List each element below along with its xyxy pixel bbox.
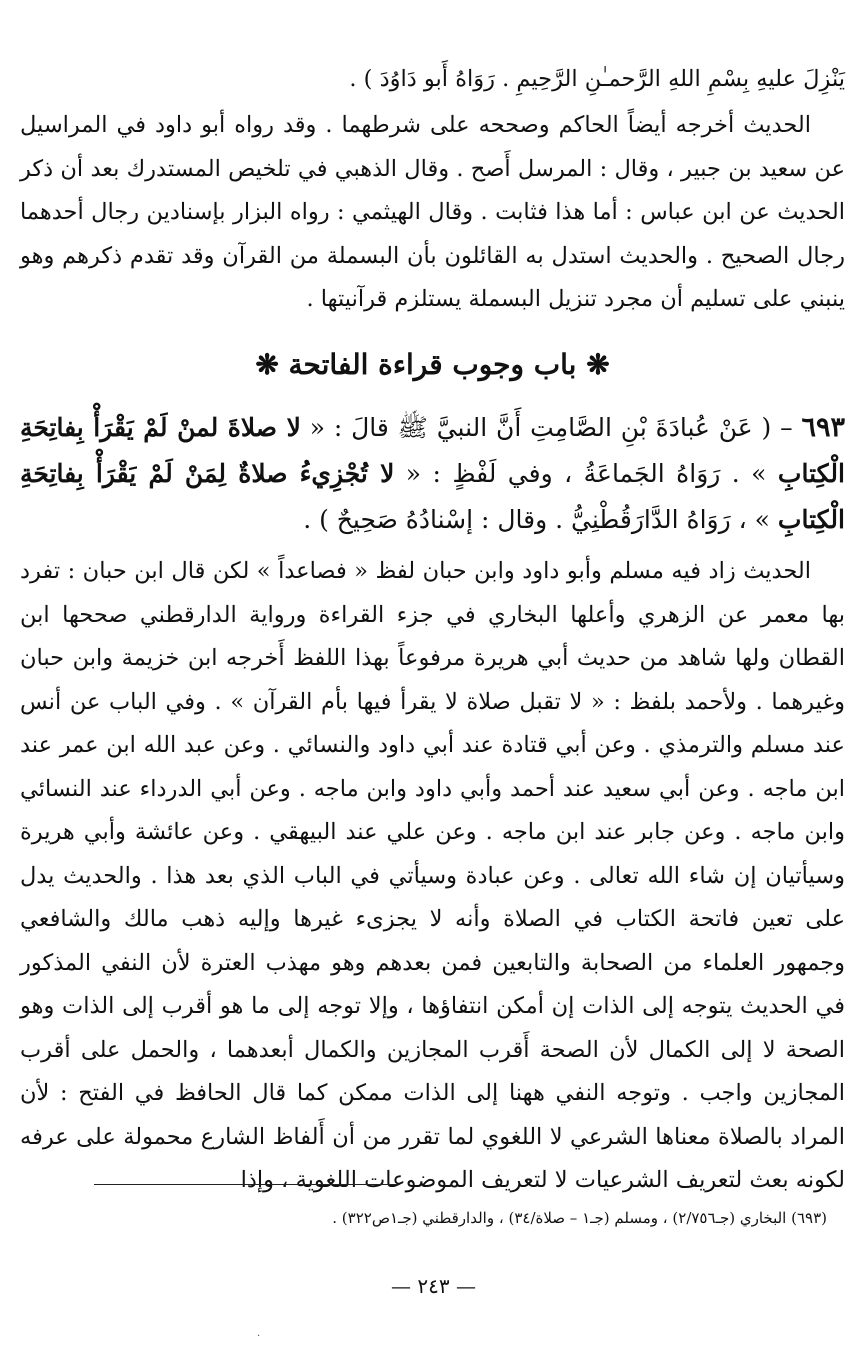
hadith-narration-1: – ( عَنْ عُبادَةَ بْنِ الصَّامِتِ أَنَّ النبيَّ ﷺ قالَ : « <box>300 413 802 442</box>
ornament-star-icon: ❋ <box>586 348 610 381</box>
hadith-quote-2: لا تُجْزِيءُ صلاةٌ لِمَنْ لَمْ يَقْرَأْ بِفاتِحَةِ الْكِتابِ <box>20 459 845 534</box>
page-number: — ٢٤٣ — <box>391 1274 476 1298</box>
footnote <box>40 1206 827 1230</box>
footnote-text: (٦٩٣) البخاري (جـ٢/٧٥٦) ، ومسلم (جـ١ – صلاة/٣٤) ، والدارقطني (جـ١ص٣٢٢) . <box>332 1209 827 1227</box>
footnote-divider <box>94 1184 398 1185</box>
hadith-text-block <box>20 405 845 543</box>
commentary-paragraph-2 <box>20 550 845 1203</box>
scan-speck: · <box>257 1331 261 1342</box>
commentary-text-2: الحديث زاد فيه مسلم وأبو داود وابن حبان لفظ « فصاعداً » لكن قال ابن حبان : تفرد بها معمر عن الزهري وأعلها البخاري في جزء القراءة ورواية الدارقطني صححها ابن القطان ولها شاهد من حديث أبي هريرة مرفوعاً بهذا اللفظ أَخرجه ابن خزيمة وابن حبان وغيرهما . ولأحمد بلفظ : « لا تقبل صلاة لا يقرأ فيها بأم القرآن » . وفي الباب عن أنس عند مسلم والترمذي . وعن أبي قتادة عند أبي داود والنسائي . وعن عبد الله ابن عمر عند ابن ماجه . وعن أبي سعيد عند أحمد وأبي داود وابن ماجه . وعن أبي الدرداء عند النسائي وابن ماجه . وعن جابر عند ابن ماجه . وعن علي عند البيهقي . وعن عائشة وأبي هريرة وسيأتيان إن شاء الله تعالى . وعن عبادة وسيأتي في الباب الذي بعد هذا . والحديث يدل على تعين فاتحة الكتاب في الصلاة وأنه لا يجزىء غيرها وإليه ذهب مالك والشافعي وجمهور العلماء من الصحابة والتابعين فمن بعدهم وهو مهذب العترة لأن النفي المذكور في الحديث يتوجه إلى الذات إن أمكن انتفاؤها ، وإلا توجه إلى ما هو أقرب إلى الذات وهو الصحة لا إلى الكمال لأن الصحة أَقرب المجازين والكمال أبعدهما ، والحمل على أقرب المجازين واجب . وتوجه النفي ههنا إلى الذات ممكن كما قال الحافظ في الفتح : لأن المراد بالصلاة معناها الشرعي لا اللغوي لما تقرر من أن أَلفاظ الشارع محمولة على عرفه لكونه بعث لتعريف الشرعيات لا لتعريف الموضوعات اللغوية ، وإذا <box>20 558 845 1193</box>
hadith-continuation-text: يَنْزِلَ عليهِ بِسْمِ اللهِ الرَّحمـٰنِ الرَّحِيمِ . رَوَاهُ أَبو دَاوُدَ ) . <box>349 66 845 92</box>
continuation-line <box>20 58 845 102</box>
ornament-star-icon: ❋ <box>255 348 279 381</box>
hadith-quote-1: لا صلاةَ لمنْ لَمْ يَقْرَأْ بِفاتِحَةِ الْكِتابِ <box>20 413 845 488</box>
commentary-text-1: الحديث أخرجه أيضاً الحاكم وصححه على شرطهما . وقد رواه أبو داود في المراسيل عن سعيد بن جبير ، وقال : المرسل أَصح . وقال الذهبي في تلخيص المستدرك بعد أن ذكر الحديث عن ابن عباس : أما هذا فثابت . وقال الهيثمي : رواه البزار بإسنادين رجال أحدهما رجال الصحيح . والحديث استدل به القائلون بأن البسملة من القرآن وقد تقدم ذكرهم وهو ينبني على تسليم أن مجرد تنزيل البسملة يستلزم قرآنيتها . <box>20 112 845 312</box>
chapter-heading <box>20 343 845 387</box>
chapter-title: باب وجوب قراءة الفاتحة <box>288 348 577 381</box>
hadith-paragraph <box>20 405 845 543</box>
hadith-narration-2: » . رَوَاهُ الجَماعَةُ ، وفي لَفْظٍ : « <box>394 459 778 488</box>
commentary-paragraph-1 <box>20 104 845 322</box>
hadith-narration-3: » ، رَوَاهُ الدَّارَقُطْنِيُّ . وقال : إسْنادُهُ صَحِيحٌ ) . <box>303 505 778 534</box>
hadith-number: ٦٩٣ <box>801 412 845 443</box>
